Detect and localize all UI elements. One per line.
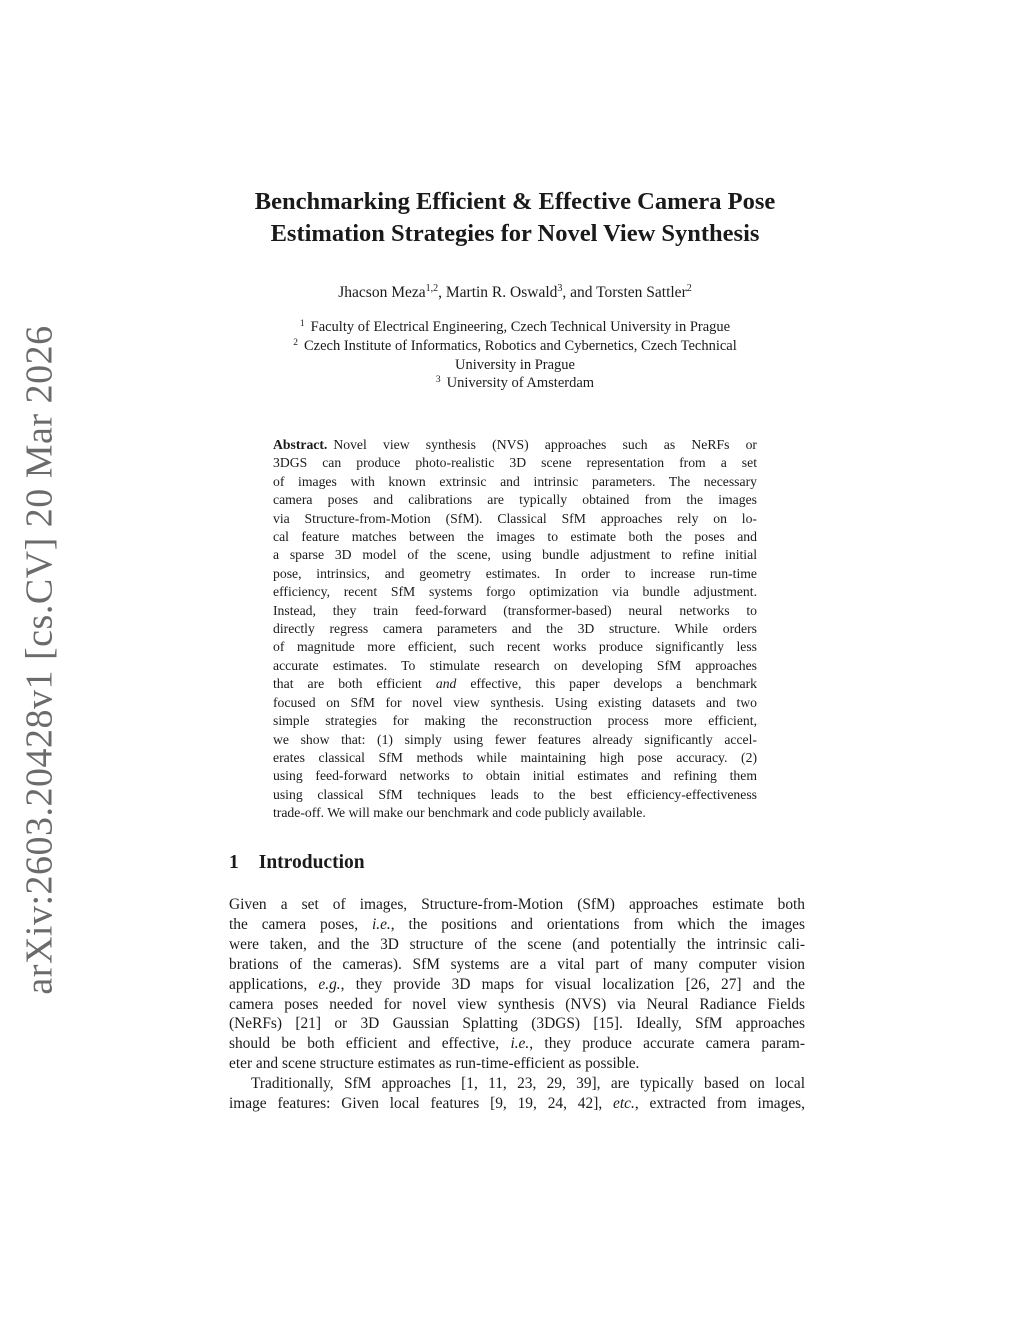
author-affiliation-mark: 3 (557, 283, 563, 294)
affiliation-number: 1 (299, 319, 305, 329)
abstract-line: focused on SfM for novel view synthesis. Using existing datasets and two (273, 694, 757, 710)
author-separator: , (438, 284, 446, 301)
affiliation-number: 3 (435, 375, 441, 386)
paragraph (229, 1074, 805, 1114)
title-line: Benchmarking Efficient & Effective Camera Pose (254, 188, 776, 215)
author-affiliation-mark: 1,2 (425, 283, 439, 294)
abstract-line: using classical SfM techniques leads to the best efficiency-effectiveness (273, 786, 757, 802)
author-name: Torsten Sattler (596, 284, 687, 301)
paragraph-line: applications, e.g., they provide 3D maps for visual localization [26, 27] and the (229, 975, 805, 993)
abstract-line: of images with known extrinsic and intrinsic parameters. The necessary (273, 473, 757, 489)
paragraph (229, 895, 805, 1074)
author-affiliation-mark: 2 (686, 283, 692, 294)
arxiv-stamp-text: arXiv:2603.20428v1 [cs.CV] 20 Mar 2026 (19, 325, 62, 995)
paragraph-line: image features: Given local features [9, 19, 24, 42], etc., extracted from images, (229, 1095, 805, 1113)
paragraph-line: camera poses needed for novel view synthesis (NVS) via Neural Radiance Fields (229, 995, 805, 1013)
abstract-line: efficiency, recent SfM systems forgo optimization via bundle adjustment. (273, 584, 757, 600)
paragraph-line: eter and scene structure estimates as run-time-efficient as possible. (229, 1055, 640, 1073)
paragraph-line: brations of the cameras). SfM systems are a vital part of many computer vision (229, 955, 805, 973)
abstract-line: directly regress camera parameters and the 3D structure. While orders (273, 621, 757, 637)
abstract-line: Abstract. Novel view synthesis (NVS) approaches such as NeRFs or (273, 437, 757, 452)
affiliation-line (150, 318, 880, 337)
author-list (150, 284, 880, 302)
paragraph-line: (NeRFs) [21] or 3D Gaussian Splatting (3DGS) [15]. Ideally, SfM approaches (229, 1015, 805, 1033)
affiliation-text: Faculty of Electrical Engineering, Czech Technical University in Prague (310, 319, 731, 335)
body-text (229, 895, 805, 1114)
abstract-line: simple strategies for making the reconstruction process more efficient, (273, 713, 757, 729)
affiliation-line (150, 337, 880, 356)
abstract-line: erates classical SfM methods while maintaining high pose accuracy. (2) (273, 749, 757, 765)
abstract (273, 436, 757, 823)
affiliation-text: University in Prague (454, 356, 575, 373)
abstract-line: Instead, they train feed-forward (transformer-based) neural networks to (273, 602, 757, 618)
affiliation-text: Czech Institute of Informatics, Robotics and Cybernetics, Czech Technical (303, 337, 737, 354)
abstract-line: pose, intrinsics, and geometry estimates. In order to increase run-time (273, 565, 757, 581)
paragraph-line: should be both efficient and effective, i.e., they produce accurate camera param- (229, 1035, 805, 1053)
author-name: Jhacson Meza (338, 284, 426, 301)
abstract-heading: Abstract. (273, 437, 328, 452)
affiliation-number: 2 (293, 337, 298, 348)
paragraph-line: were taken, and the 3D structure of the scene (and potentially the intrinsic cali- (229, 935, 805, 953)
abstract-line: cal feature matches between the images to estimate both the poses and (273, 529, 757, 545)
arxiv-stamp (14, 325, 66, 995)
abstract-line: via Structure-from-Motion (SfM). Classical SfM approaches rely on lo- (273, 510, 757, 526)
abstract-line: trade-off. We will make our benchmark and code publicly available. (273, 805, 646, 821)
paragraph-line: the camera poses, i.e., the positions and orientations from which the images (229, 915, 805, 933)
abstract-line: of magnitude more efficient, such recent works produce significantly less (273, 639, 757, 655)
paper-title (150, 186, 880, 250)
affiliation-line (150, 356, 880, 375)
author-name: Martin R. Oswald (445, 284, 558, 301)
abstract-line: using feed-forward networks to obtain initial estimates and refining them (273, 768, 757, 784)
paragraph-line: Given a set of images, Structure-from-Motion (SfM) approaches estimate both (229, 896, 805, 913)
section-heading (229, 852, 365, 874)
author-separator: , and (562, 284, 597, 301)
abstract-line: camera poses and calibrations are typically obtained from the images (273, 492, 757, 508)
abstract-line: 3DGS can produce photo-realistic 3D scene representation from a set (273, 455, 757, 471)
affiliation-line (150, 374, 880, 393)
affiliation-text: University of Amsterdam (446, 375, 595, 392)
abstract-line: that are both efficient and effective, this paper develops a benchmark (273, 676, 758, 692)
abstract-line: accurate estimates. To stimulate research on developing SfM approaches (273, 657, 757, 673)
title-line: Estimation Strategies for Novel View Synthesis (270, 220, 760, 247)
abstract-line: a sparse 3D model of the scene, using bundle adjustment to refine initial (273, 547, 757, 563)
section-number: 1 (229, 852, 239, 873)
affiliations (150, 318, 880, 393)
paragraph-line: Traditionally, SfM approaches [1, 11, 23, 29, 39], are typically based on local (251, 1075, 805, 1093)
section-title: Introduction (258, 852, 365, 873)
abstract-line: we show that: (1) simply using fewer features already significantly accel- (273, 731, 757, 747)
